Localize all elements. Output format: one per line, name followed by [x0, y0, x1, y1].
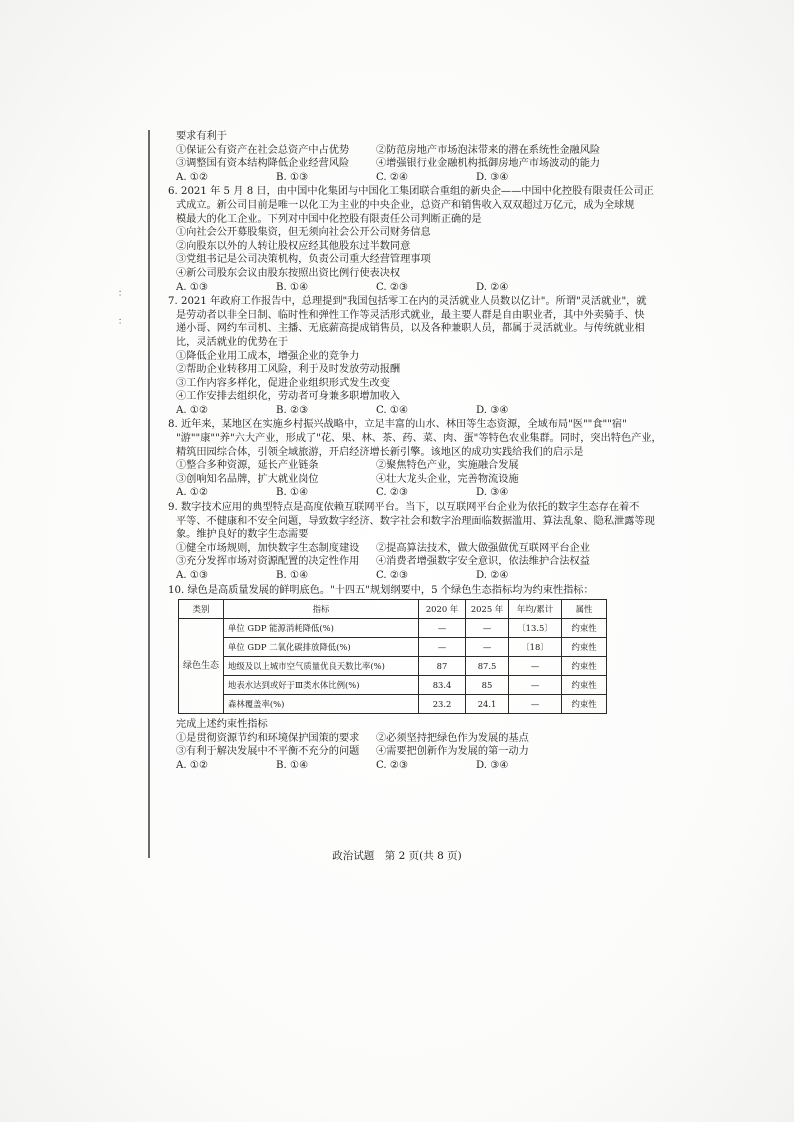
question-stem: 7. 2021 年政府工作报告中，总理提到"我国包括零工在内的灵活就业人员数以亿计"。所谓"灵活就业"，就 — [168, 296, 647, 308]
option-3: ③充分发挥市场对资源配置的决定性作用 — [176, 556, 360, 568]
choice-b: B. ①④ — [276, 281, 309, 293]
question-7 — [168, 295, 647, 417]
choice-a: A. ①③ — [176, 281, 209, 293]
binding-line — [148, 130, 150, 858]
choice-c: C. ②④ — [376, 171, 409, 183]
choice-d: D. ③④ — [476, 759, 509, 771]
option-1: ①是贯彻资源节约和环境保护国策的要求 — [176, 732, 360, 744]
option-3: ③有利于解决发展中不平衡不充分的问题 — [176, 746, 360, 758]
option-3: ③党组书记是公司决策机构，负责公司重大经营管理事项 — [176, 254, 431, 266]
option-4: ④增强银行业金融机构抵御房地产市场波动的能力 — [376, 158, 601, 170]
table-cell: 森林覆盖率(%) — [224, 695, 419, 714]
choice-b: B. ②③ — [276, 404, 309, 416]
question-stem: 递小哥、网约车司机、主播、无底薪高提成销售员，以及各种兼职人员，都属于灵活就业。与传统就业相 — [176, 323, 645, 335]
table-cell: 24.1 — [466, 695, 509, 714]
option-2: ②提高算法技术，做大做强做优互联网平台企业 — [376, 542, 590, 554]
question-stem: 模最大的化工企业。下列对中国中化控股有限责任公司判断正确的是 — [176, 213, 482, 225]
option-2: ②帮助企业转移用工风险，利于及时发放劳动报酬 — [176, 364, 401, 376]
option-3: ③创响知名品牌，扩大就业岗位 — [176, 473, 319, 485]
choice-a: A. ①② — [176, 759, 209, 771]
choice-b: B. ①④ — [276, 759, 309, 771]
table-cell: — — [509, 657, 562, 676]
table-cell: 单位 GDP 二氧化碳排放降低(%) — [224, 638, 419, 657]
table-header: 指标 — [224, 600, 419, 619]
question-6 — [168, 185, 654, 294]
table-header: 2020 年 — [419, 600, 466, 619]
table-cell: 23.2 — [419, 695, 466, 714]
table-cell: 85 — [466, 676, 509, 695]
question-stem: 要求有利于 — [176, 131, 227, 142]
question-stem: 完成上述约束性指标 — [176, 719, 268, 731]
question-stem: 精筑田园综合体，引领全域旅游，开启经济增长新引擎。该地区的成功实践给我们的启示是 — [176, 446, 584, 458]
choice-a: A. ①② — [176, 487, 209, 499]
question-8 — [168, 418, 662, 500]
option-4: ④工作安排去组织化，劳动者可身兼多职增加收入 — [176, 391, 401, 403]
option-2: ②向股东以外的人转让股权应经其他股东过半数同意 — [176, 240, 411, 252]
option-4: ④需要把创新作为发展的第一动力 — [376, 746, 529, 758]
question-stem: 比，灵活就业的优势在于 — [176, 336, 289, 348]
table-cell: 约束性 — [562, 695, 607, 714]
option-1: ①整合多种资源，延长产业链条 — [176, 460, 319, 472]
table-cell: 地表水达到或好于Ⅲ类水体比例(%) — [224, 676, 419, 695]
margin-mark: ： — [118, 317, 128, 327]
choice-d: D. ③④ — [476, 404, 509, 416]
table-header: 年均/累计 — [509, 600, 562, 619]
option-1: ①健全市场规则，加快数字生态制度建设 — [176, 542, 360, 554]
table-cell: 地级及以上城市空气质量优良天数比率(%) — [224, 657, 419, 676]
choice-d: D. ③④ — [476, 171, 509, 183]
choice-a: A. ①② — [176, 404, 209, 416]
choice-c: C. ②③ — [376, 487, 409, 499]
table-cell: 〔13.5〕 — [509, 619, 562, 638]
question-stem: 平等、不健康和不安全问题，导致数字经济、数字社会和数字治理面临数据滥用、算法乱象、隐私泄露等现 — [176, 515, 655, 527]
choice-c: C. ②③ — [376, 281, 409, 293]
option-3: ③调整国有资本结构降低企业经营风险 — [176, 158, 350, 170]
question-10 — [168, 584, 608, 773]
margin-mark: ： — [118, 289, 128, 299]
choice-d: D. ②④ — [476, 281, 509, 293]
choice-a: A. ①③ — [176, 570, 209, 581]
option-4: ④新公司股东会议由股东按照出资比例行使表决权 — [176, 267, 401, 279]
question-stem: 式成立。新公司目前是唯一以化工为主业的中央企业，总资产和销售收入双双超过万亿元，成为全球规 — [176, 199, 635, 211]
question-stem: 9. 数字技术应用的典型特点是高度依赖互联网平台。当下，以互联网平台企业为依托的数字生态存在着不 — [168, 502, 640, 514]
choice-d: D. ②④ — [476, 570, 509, 581]
question-5-tail — [168, 130, 608, 184]
table-header: 2025 年 — [466, 600, 509, 619]
table-cell: 87.5 — [466, 657, 509, 676]
question-stem: 6. 2021 年 5 月 8 日，由中国中化集团与中国化工集团联合重组的新央企——中国中化控股有限责任公司正 — [168, 186, 654, 198]
table-header: 类别 — [179, 600, 224, 619]
option-3: ③工作内容多样化，促进企业组织形式发生改变 — [176, 377, 390, 389]
question-stem: 是劳动者以非全日制、临时性和弹性工作等灵活形式就业，最主要人群是自由职业者，其中外卖骑手、快 — [176, 309, 645, 321]
choice-b: B. ①③ — [276, 171, 309, 183]
table-row — [179, 676, 607, 695]
table-cell: 约束性 — [562, 638, 607, 657]
option-2: ②必须坚持把绿色作为发展的基点 — [376, 732, 529, 744]
table-cell: 83.4 — [419, 676, 466, 695]
choice-b: B. ①④ — [276, 487, 309, 499]
option-4: ④壮大龙头企业，完善物流设施 — [376, 473, 519, 485]
option-4: ④消费者增强数字安全意识，依法维护合法权益 — [376, 556, 590, 568]
category-cell: 绿色生态 — [179, 619, 224, 714]
table-cell: 约束性 — [562, 657, 607, 676]
table-cell: — — [466, 638, 509, 657]
table-row — [179, 695, 607, 714]
table-cell: — — [466, 619, 509, 638]
table-header: 属性 — [562, 600, 607, 619]
question-stem: "游""康""养"六大产业，形成了"花、果、林、茶、药、菜、肉、蛋"等特色农业集群。同时，突出特色产业， — [176, 433, 662, 445]
option-1: ①向社会公开募股集资，但无须向社会公开公司财务信息 — [176, 227, 431, 239]
table-cell: — — [509, 695, 562, 714]
option-2: ②防范房地产市场泡沫带来的潜在系统性金融风险 — [376, 144, 601, 156]
table-cell: 87 — [419, 657, 466, 676]
table-row — [179, 638, 607, 657]
table-row — [179, 619, 607, 638]
table-cell: 单位 GDP 能源消耗降低(%) — [224, 619, 419, 638]
option-2: ②聚焦特色产业，实施融合发展 — [376, 460, 519, 472]
exam-content — [168, 130, 662, 773]
table-cell: 〔18〕 — [509, 638, 562, 657]
option-1: ①保证公有资产在社会总资产中占优势 — [176, 144, 350, 156]
question-9 — [168, 501, 655, 583]
choice-d: D. ③④ — [476, 487, 509, 499]
page-footer: 政治试题 第 2 页(共 8 页) — [332, 850, 462, 862]
choice-c: C. ②③ — [376, 570, 409, 581]
question-stem: 8. 近年来，某地区在实施乡村振兴战略中，立足丰富的山水、林田等生态资源，全域布局"医""食""宿" — [168, 419, 627, 431]
table-cell: — — [419, 619, 466, 638]
table-row — [179, 657, 607, 676]
table-cell: — — [509, 676, 562, 695]
choice-a: A. ①② — [176, 171, 209, 183]
table-cell: 约束性 — [562, 676, 607, 695]
choice-c: C. ②③ — [376, 759, 409, 771]
choice-c: C. ①④ — [376, 404, 409, 416]
choice-b: B. ①④ — [276, 570, 309, 581]
table-cell: 约束性 — [562, 619, 607, 638]
question-stem: 象。维护良好的数字生态需要 — [176, 529, 309, 541]
indicator-table — [178, 599, 607, 714]
question-stem: 10. 绿色是高质量发展的鲜明底色。"十四五"规划纲要中，5 个绿色生态指标均为约束性指标： — [168, 584, 594, 596]
option-1: ①降低企业用工成本，增强企业的竞争力 — [176, 350, 360, 362]
table-header-row — [179, 600, 607, 619]
table-cell: — — [419, 638, 466, 657]
